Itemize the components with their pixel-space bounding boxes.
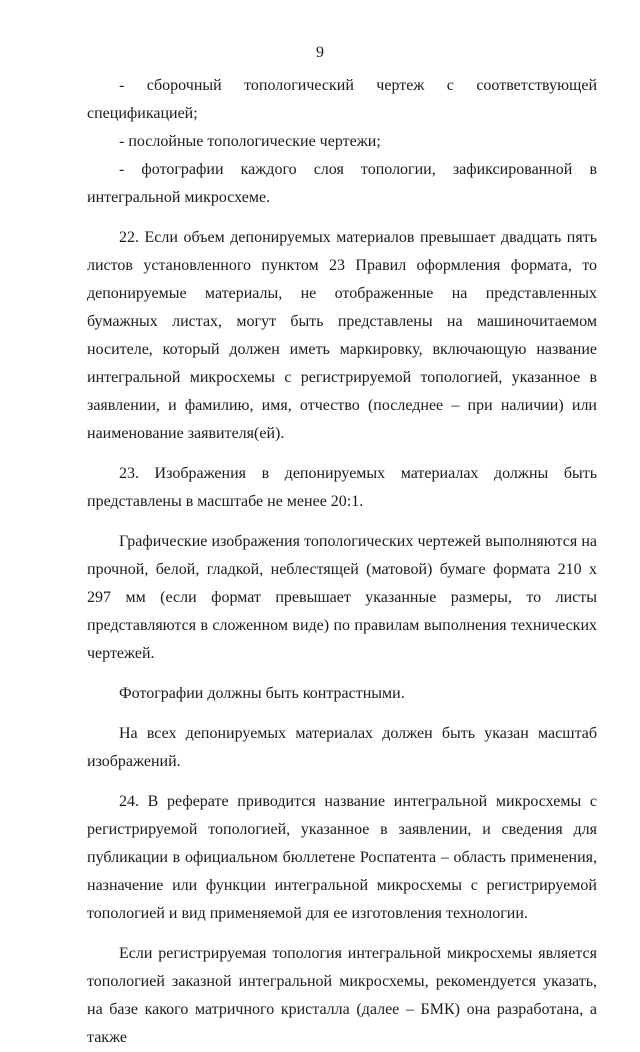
list-item-assembly-drawing: - сборочный топологический чертеж с соответствующей спецификацией; [87,77,597,122]
list-item-layer-drawings: - послойные топологические чертежи; [119,133,381,150]
paragraph-drawings: Графические изображения топологических чертежей выполняются на прочной, белой, гладкой, неблестящей (матовой) бумаге формата 210 х 297 мм (если формат превышает указанные размеры, то листы представляются в сложенном виде) по правилам выполнения технических чертежей. [87,533,597,662]
paragraph-scale: На всех депонируемых материалах должен быть указан масштаб изображений. [87,725,597,770]
paragraph-custom-chip: Если регистрируемая топология интегральной микросхемы является топологией заказной интегральной микросхемы, рекомендуется указать, на базе какого матричного кристалла (далее – БМК) она разработана, а также [87,945,597,1046]
paragraph-24: 24. В реферате приводится название интегральной микросхемы с регистрируемой топологией, указанное в заявлении, и сведения для публикации в официальном бюллетене Роспатента – область применения, назначение или функции интегральной микросхемы с регистрируемой топологией и вид применяемой для ее изготовления технологии. [87,793,597,922]
page-number: 9 [316,44,324,61]
paragraph-photos: Фотографии должны быть контрастными. [119,685,405,702]
paragraph-23: 23. Изображения в депонируемых материалах должны быть представлены в масштабе не менее 20:1. [87,465,597,510]
paragraph-22: 22. Если объем депонируемых материалов превышает двадцать пять листов установленного пунктом 23 Правил оформления формата, то депонируемые материалы, не отображенные на представленных бумажных листах, могут быть представлены на машиночитаемом носителе, который должен иметь маркировку, включающую название интегральной микросхемы с регистрируемой топологией, указанное в заявлении, и фамилию, имя, отчество (последнее – при наличии) или наименование заявителя(ей). [87,229,597,442]
list-item-layer-photos: - фотографии каждого слоя топологии, зафиксированной в интегральной микросхеме. [87,161,597,206]
document-body [87,72,597,1052]
